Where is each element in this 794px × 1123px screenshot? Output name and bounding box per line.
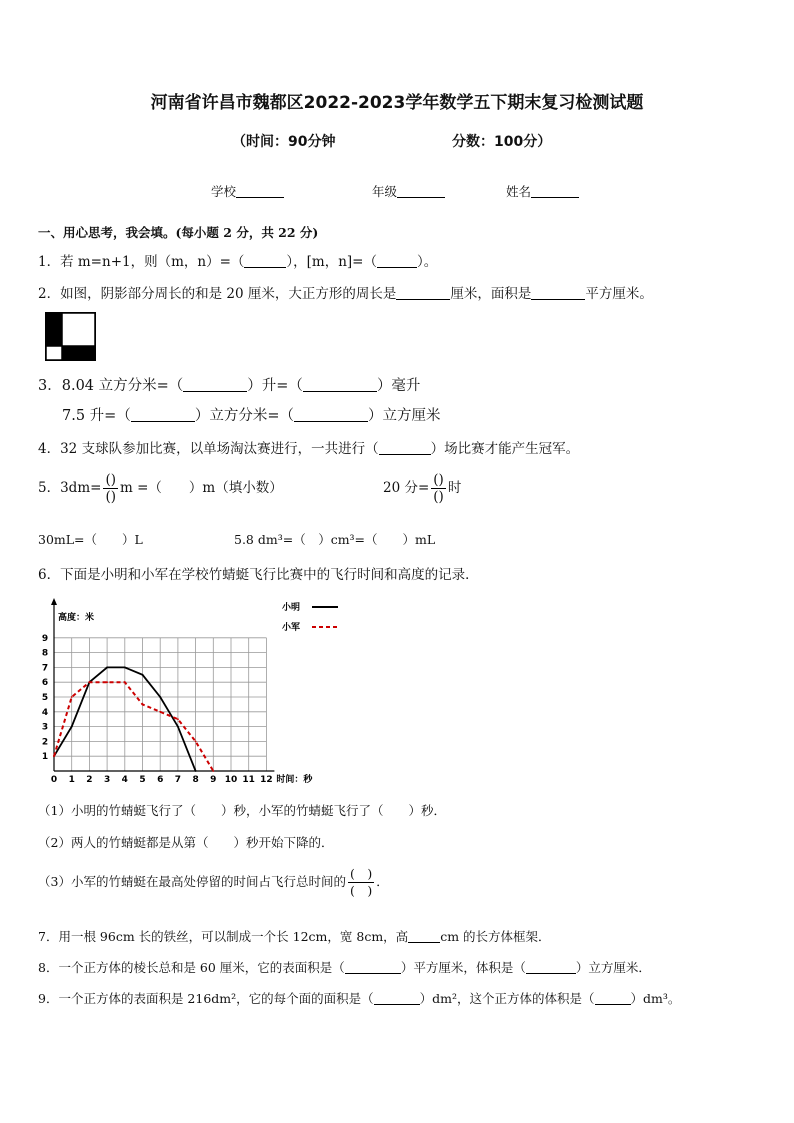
q6-fraction[interactable] <box>348 866 374 899</box>
q9-text-a: 一个正方体的表面积是 216dm²，它的每个面的面积是（ <box>58 991 374 1006</box>
question-8 <box>38 958 651 976</box>
q6-sub3-text: （3）小军的竹蜻蜓在最高处停留的时间占飞行总时间的 <box>38 874 346 889</box>
question-number: 4． <box>38 441 61 457</box>
x-tick-label: 11 <box>242 775 255 785</box>
q8-blank-1[interactable] <box>345 960 401 974</box>
data-point <box>159 696 161 698</box>
fraction-numerator: () <box>105 472 116 488</box>
q1-text-b: ），[m，n]=（ <box>286 254 377 270</box>
data-point <box>212 770 214 772</box>
x-tick-label: 7 <box>174 775 182 785</box>
question-7 <box>38 927 551 945</box>
q5-text-a1: 3dm= <box>60 480 102 496</box>
question-5-line-1 <box>38 472 283 505</box>
question-2 <box>38 282 653 302</box>
q3-blank-1[interactable] <box>183 378 247 392</box>
q9-blank-1[interactable] <box>374 991 420 1005</box>
fraction-numerator: ( ) <box>349 866 373 881</box>
q2-blank-2[interactable] <box>531 286 585 300</box>
x-tick-label: 3 <box>103 775 111 785</box>
question-6-sub-3 <box>38 866 389 899</box>
data-point <box>89 681 91 683</box>
q3-text-b: ）升=（ <box>247 378 303 394</box>
y-tick-label: 5 <box>41 693 49 703</box>
y-tick-label: 9 <box>41 633 49 644</box>
q5-text-b1: 20 分= <box>383 480 430 496</box>
data-point <box>106 667 108 669</box>
question-4 <box>38 437 579 457</box>
q3-text-e: ）立方分米=（ <box>194 408 294 424</box>
q1-text-a: 若 m=n+1，则（m，n）=（ <box>60 254 245 270</box>
question-9 <box>38 989 680 1007</box>
data-point <box>195 741 197 743</box>
question-5-part-c: 30mL=（ ）L <box>38 532 143 547</box>
q2-blank-1[interactable] <box>396 286 450 300</box>
x-tick-label: 12 <box>260 775 273 785</box>
x-tick-label: 5 <box>139 775 146 785</box>
y-axis-arrow <box>51 598 57 605</box>
fraction-numerator: () <box>433 472 444 488</box>
score-label: 分数：100分） <box>452 134 552 150</box>
data-point <box>124 667 126 669</box>
y-tick-label: 3 <box>41 722 49 733</box>
question-number: 5． <box>38 480 61 496</box>
q2-text-b: 厘米，面积是 <box>450 286 532 302</box>
q2-text-a: 如图，阴影部分周长的和是 20 厘米，大正方形的周长是 <box>60 286 397 302</box>
data-point <box>124 681 126 683</box>
x-tick-label: 6 <box>157 775 164 785</box>
q9-text-b: ）dm²，这个正方体的体积是（ <box>419 991 595 1006</box>
time-label: （时间：90分钟 <box>232 134 336 150</box>
q8-text-c: ）立方厘米． <box>575 960 651 975</box>
data-point <box>177 726 179 728</box>
q6-sub3-end: ． <box>376 874 389 889</box>
q8-text-a: 一个正方体的棱长总和是 60 厘米，它的表面积是（ <box>58 960 345 975</box>
data-point <box>177 718 179 720</box>
flight-chart <box>40 596 360 788</box>
q4-text-a: 32 支球队参加比赛，以单场淘汰赛进行，一共进行（ <box>60 441 379 457</box>
y-axis-label: 高度：米 <box>58 613 95 623</box>
q9-blank-2[interactable] <box>595 991 631 1005</box>
x-axis-label: 时间：秒 <box>276 775 313 785</box>
grade-label: 年级 <box>372 184 398 199</box>
q8-text-b: ）平方厘米，体积是（ <box>400 960 526 975</box>
data-point <box>142 674 144 676</box>
q4-text-b: ）场比赛才能产生冠军。 <box>430 441 580 457</box>
question-number: 6． <box>38 567 61 583</box>
q5-fraction-2[interactable] <box>431 472 446 505</box>
q3-text-f: ）立方厘米 <box>367 408 441 424</box>
y-tick-label: 8 <box>41 648 49 659</box>
y-tick-label: 7 <box>41 663 49 674</box>
question-number: 1． <box>38 254 61 270</box>
fraction-denominator: () <box>433 489 444 505</box>
name-label: 姓名 <box>506 184 532 199</box>
y-tick-label: 1 <box>41 752 49 763</box>
x-tick-label: 9 <box>210 775 217 785</box>
question-6 <box>38 563 479 583</box>
q3-text-c: ）毫升 <box>376 378 421 394</box>
name-blank[interactable] <box>531 185 579 198</box>
question-number: 2． <box>38 286 61 302</box>
data-point <box>53 755 55 757</box>
x-tick-label: 4 <box>121 775 128 785</box>
q4-blank-1[interactable] <box>379 441 431 455</box>
data-point <box>159 711 161 713</box>
q7-text-a: 用一根 96cm 长的铁丝，可以制成一个长 12cm，宽 8cm，高 <box>58 929 409 944</box>
section-heading: 一、用心思考，我会填。(每小题 2 分，共 22 分) <box>38 225 319 240</box>
question-1 <box>38 250 437 270</box>
q2-square-figure <box>45 312 96 361</box>
q7-text-b: cm 的长方体框架． <box>440 929 551 944</box>
x-tick-label: 10 <box>224 775 238 785</box>
y-tick-label: 4 <box>41 707 49 718</box>
q6-text: 下面是小明和小军在学校竹蜻蜓飞行比赛中的飞行时间和高度的记录． <box>60 567 479 583</box>
data-point <box>142 704 144 706</box>
question-5-part-b <box>383 472 461 505</box>
x-tick-label: 2 <box>86 775 93 785</box>
q7-blank-1[interactable] <box>408 929 440 943</box>
fraction-denominator: ( ) <box>349 883 373 898</box>
data-point <box>195 770 197 772</box>
q3-blank-3[interactable] <box>131 408 195 422</box>
question-6-sub-2: （2）两人的竹蜻蜓都是从第（ ）秒开始下降的． <box>38 835 334 850</box>
q5-text-b2: 时 <box>447 480 462 496</box>
question-number: 8． <box>38 960 59 975</box>
q2-text-c: 平方厘米。 <box>585 286 653 302</box>
question-5-part-d: 5.8 dm³=（ ）cm³=（ ）mL <box>234 532 436 547</box>
q3-blank-4[interactable] <box>294 408 368 422</box>
q3-blank-2[interactable] <box>303 378 377 392</box>
x-tick-label: 1 <box>68 775 75 785</box>
y-tick-label: 2 <box>41 737 49 748</box>
x-tick-label: 0 <box>50 775 58 785</box>
data-point <box>106 681 108 683</box>
name-field[interactable] <box>506 182 579 200</box>
q1-text-c: ）。 <box>417 254 438 270</box>
q3-text-a: 8.04 立方分米=（ <box>61 378 184 394</box>
page-title: 河南省许昌市魏都区2022-2023学年数学五下期末复习检测试题 <box>150 93 644 113</box>
school-blank[interactable] <box>236 185 284 198</box>
question-3-line-1 <box>38 374 420 395</box>
q5-fraction-1[interactable] <box>103 472 118 505</box>
q1-blank-2[interactable] <box>377 254 417 268</box>
question-3-line-2 <box>62 404 440 425</box>
y-tick-label: 6 <box>41 678 49 689</box>
grade-field[interactable] <box>372 182 445 200</box>
data-point <box>71 696 73 698</box>
q5-text-a2: m =（ ）m（填小数） <box>119 480 283 496</box>
q3-text-d: 7.5 升=（ <box>62 408 131 424</box>
school-label: 学校 <box>211 184 237 199</box>
q9-text-c: ）dm³。 <box>630 991 681 1006</box>
grade-blank[interactable] <box>397 185 445 198</box>
school-field[interactable] <box>211 182 284 200</box>
x-tick-label: 8 <box>192 775 199 785</box>
legend-label: 小明 <box>282 603 301 613</box>
legend-label: 小军 <box>282 623 301 633</box>
question-number: 7． <box>38 929 59 944</box>
question-number: 9． <box>38 991 59 1006</box>
question-number: 3． <box>38 378 62 394</box>
question-6-sub-1: （1）小明的竹蜻蜓飞行了（ ）秒，小军的竹蜻蜓飞行了（ ）秒． <box>38 803 446 818</box>
q8-blank-2[interactable] <box>526 960 576 974</box>
chart-legend <box>282 601 338 633</box>
fraction-denominator: () <box>105 489 116 505</box>
chart-grid <box>54 638 266 771</box>
q1-blank-1[interactable] <box>244 254 286 268</box>
data-point <box>71 726 73 728</box>
